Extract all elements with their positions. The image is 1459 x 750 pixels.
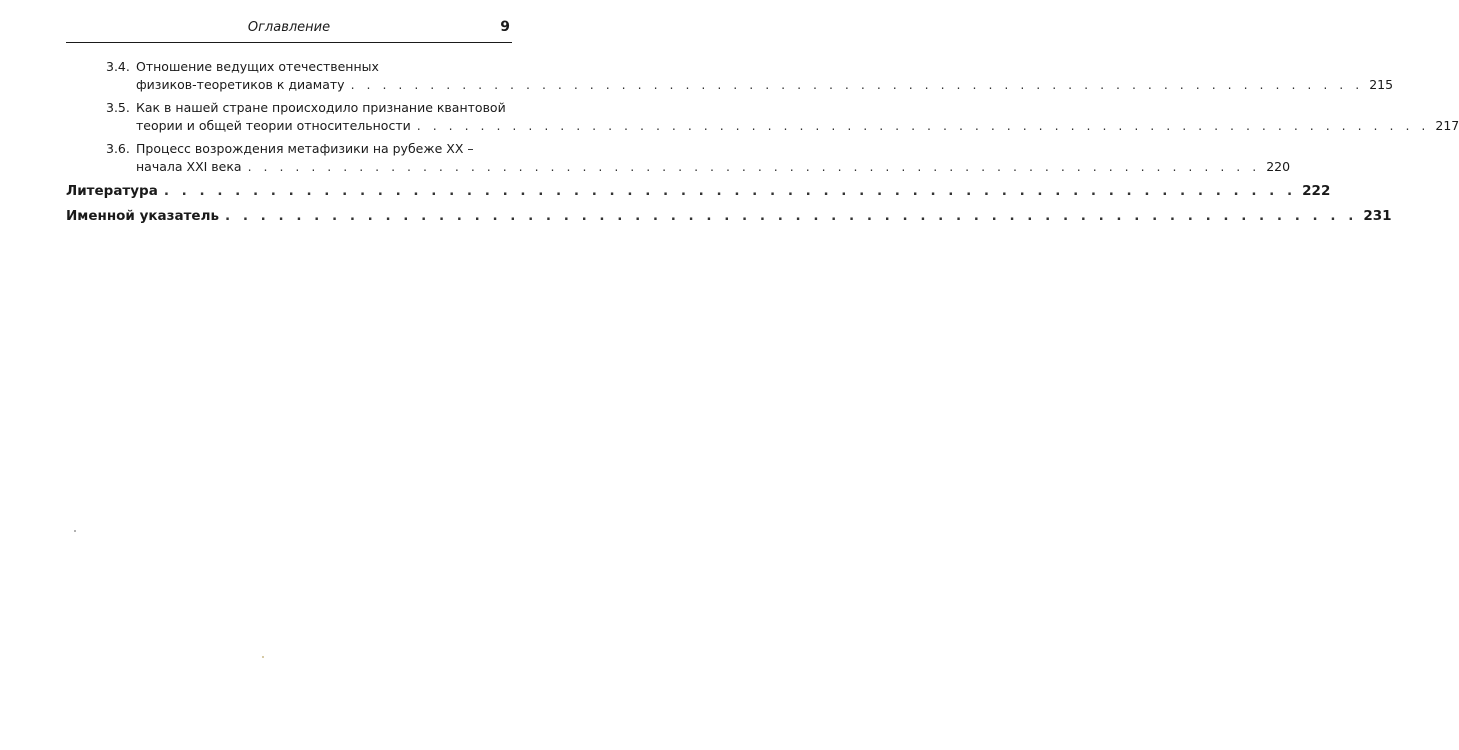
entry-number: 3.4. xyxy=(106,59,130,74)
entry-number: 3.6. xyxy=(106,141,130,156)
entry-title-line1: Процесс возрождения метафизики на рубеже XX – xyxy=(136,141,474,156)
running-header xyxy=(66,18,512,43)
entry-title-line1: Отношение ведущих отечественных xyxy=(136,59,379,74)
entry-title-line2: начала XXI века xyxy=(136,159,242,174)
table-of-contents xyxy=(66,58,1459,231)
entry-page: 215 xyxy=(1369,77,1394,92)
entry-title: Именной указатель xyxy=(66,208,220,224)
entry-title-line2: теории и общей теории относительности xyxy=(136,118,411,133)
entry-title-line1: Как в нашей стране происходило признание квантовой xyxy=(136,100,506,115)
scan-speck xyxy=(262,656,264,658)
header-title: Оглавление xyxy=(247,20,331,35)
toc-entry-3-5 xyxy=(66,99,1459,135)
entry-title: Литература xyxy=(66,183,158,199)
entry-number: 3.5. xyxy=(106,100,130,115)
entry-page: 220 xyxy=(1266,159,1291,174)
dot-leader: . . . . . . . . . . . . . . . . . . . . . . . . . . . . . . . . . . . . . . . . . . . . . . . . . . . . . . . . . . . . . . . . xyxy=(247,159,1261,174)
toc-entry-name-index xyxy=(66,206,1392,226)
entry-title-line2: физиков-теоретиков к диамату xyxy=(136,77,345,92)
dot-leader: . . . . . . . . . . . . . . . . . . . . . . . . . . . . . . . . . . . . . . . . . . . . . . . . . . . . . . . . . . . . . . . . xyxy=(225,208,1358,224)
toc-entry-3-6 xyxy=(66,140,1291,176)
entry-page: 222 xyxy=(1302,183,1331,199)
scan-speck xyxy=(74,530,76,532)
entry-page: 231 xyxy=(1363,208,1392,224)
header-page-number: 9 xyxy=(500,19,510,35)
dot-leader: . . . . . . . . . . . . . . . . . . . . . . . . . . . . . . . . . . . . . . . . . . . . . . . . . . . . . . . . . . . . . . . . xyxy=(163,183,1297,199)
dot-leader: . . . . . . . . . . . . . . . . . . . . . . . . . . . . . . . . . . . . . . . . . . . . . . . . . . . . . . . . . . . . . . . . xyxy=(416,118,1430,133)
toc-entry-literature xyxy=(66,181,1331,201)
toc-entry-3-4 xyxy=(66,58,1394,94)
entry-page: 217 xyxy=(1435,118,1459,133)
dot-leader: . . . . . . . . . . . . . . . . . . . . . . . . . . . . . . . . . . . . . . . . . . . . . . . . . . . . . . . . . . . . . . . . xyxy=(350,77,1364,92)
